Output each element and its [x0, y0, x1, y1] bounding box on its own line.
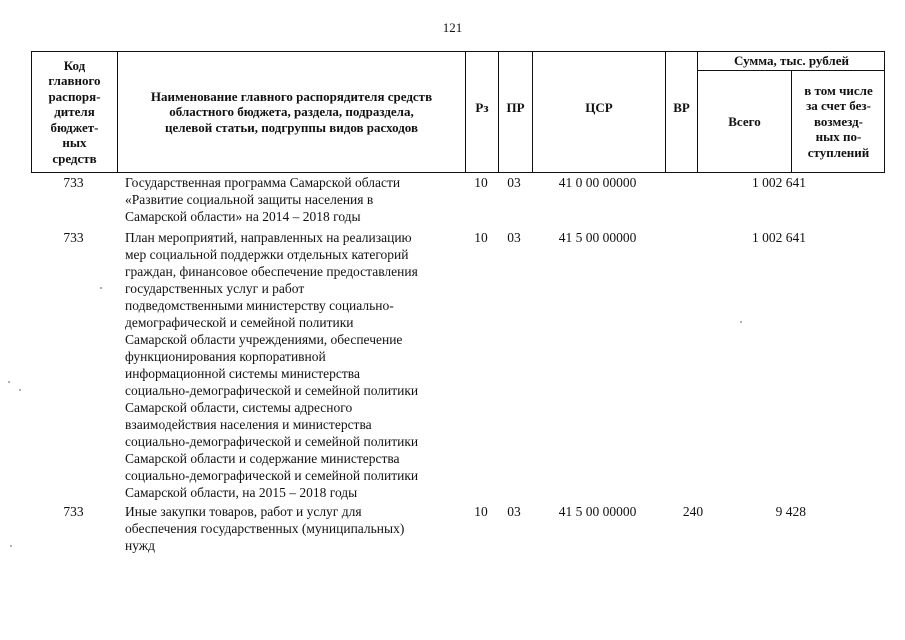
cell-pr: 03 [507, 504, 521, 519]
cell-pr: 03 [507, 230, 521, 245]
cell-code: 733 [63, 230, 84, 245]
cell-name: Государственная программа Самарской области «Развитие социальной защиты населения в Самарской области» на 2014 – 2018 годы [125, 175, 401, 224]
header-rz: Рз [475, 100, 489, 115]
cell-total: 1 002 641 [752, 175, 806, 190]
cell-code: 733 [63, 175, 84, 190]
cell-total: 9 428 [775, 504, 806, 519]
cell-csr: 41 0 00 00000 [558, 175, 637, 190]
cell-rz: 10 [474, 504, 488, 519]
cell-rz: 10 [474, 230, 488, 245]
scan-speck [19, 389, 21, 391]
header-pr: ПР [506, 100, 525, 115]
cell-pr: 03 [507, 175, 521, 190]
page-number: 121 [442, 20, 463, 35]
cell-code: 733 [63, 504, 84, 519]
header-free: в том числе за счет без- возмезд- ных по- ступлений [804, 82, 873, 160]
scan-speck [8, 381, 10, 383]
cell-vr: 240 [682, 504, 704, 519]
header-vr: ВР [673, 100, 690, 115]
header-name: Наименование главного распорядителя средств областного бюджета, раздела, подраздела, целевой статьи, подгруппы видов расходов [150, 88, 433, 135]
cell-csr: 41 5 00 00000 [558, 504, 637, 519]
scan-speck [10, 545, 12, 547]
scan-speck [100, 287, 102, 289]
header-sum: Сумма, тыс. рублей [734, 53, 849, 69]
cell-csr: 41 5 00 00000 [558, 230, 637, 245]
cell-name: План мероприятий, направленных на реализацию мер социальной поддержки отдельных категорий граждан, финансовое обеспечение предоставления государственных услуг и работ подведомственными министерству социально- демографической и семейной политики Самарской области учреждениями, обеспечение функционирования корпоративной информационной системы министерства социально-демографической и семейной политики Самарской области, системы адресного взаимодействия населения и министерства социально-демографической и семейной политики Самарской области и содержание министерства социально-демографической и семейной политики Самарской области, на 2015 – 2018 годы [125, 230, 419, 500]
scan-speck [740, 321, 742, 323]
header-total: Всего [728, 113, 761, 129]
cell-name: Иные закупки товаров, работ и услуг для обеспечения государственных (муниципальных) нужд [125, 504, 405, 553]
table-header [31, 51, 885, 173]
cell-rz: 10 [474, 175, 488, 190]
header-csr: ЦСР [585, 100, 613, 115]
header-code: Код главного распоря- дителя бюджет- ных средств [48, 57, 101, 166]
cell-total: 1 002 641 [752, 230, 806, 245]
